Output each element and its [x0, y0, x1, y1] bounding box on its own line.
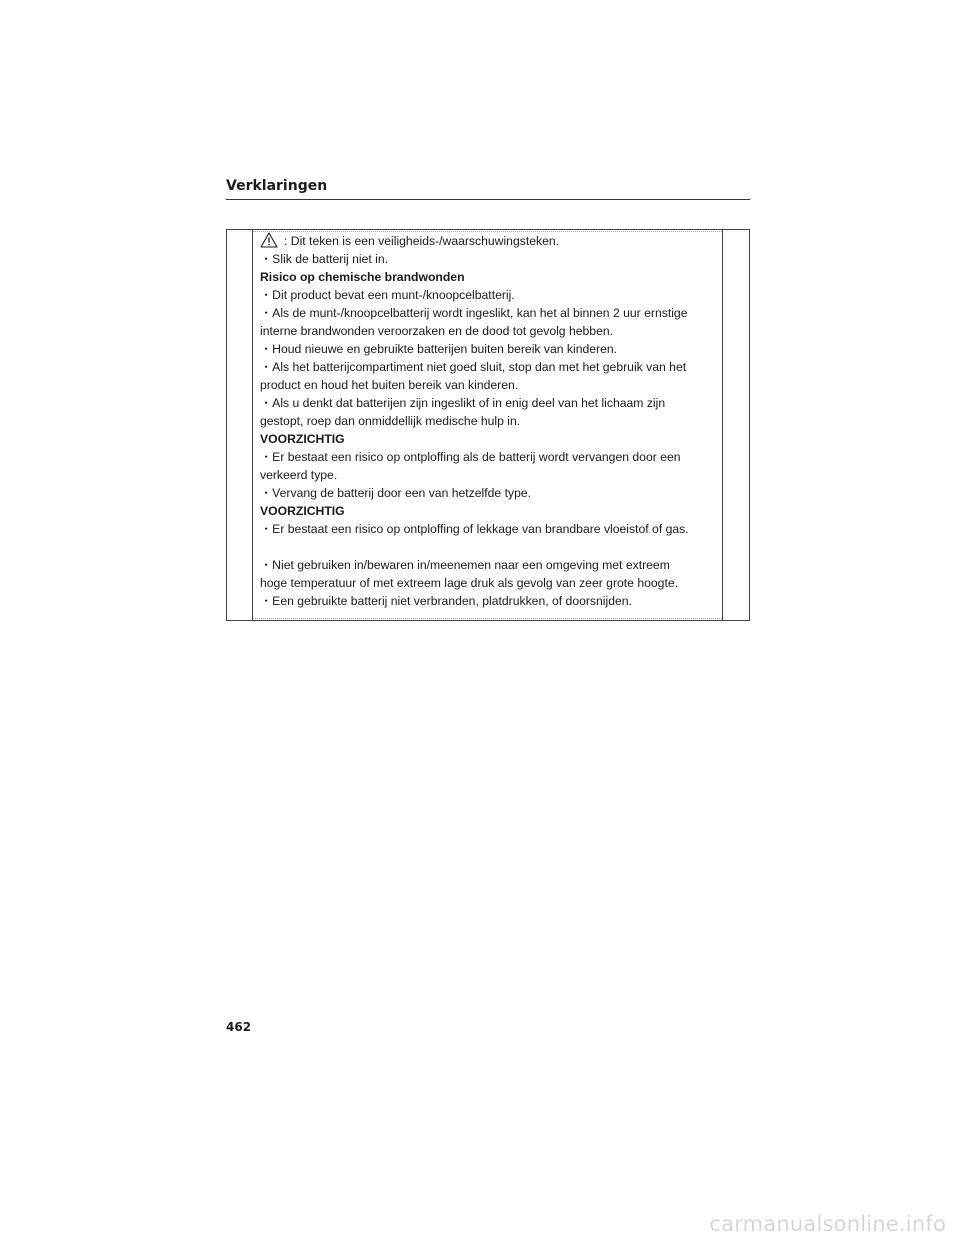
- notice-line: ・Er bestaat een risico op ontploffing als de batterij wordt vervangen door een: [260, 450, 681, 464]
- notice-line: ・Dit product bevat een munt-/knoopcelbatterij.: [260, 288, 515, 302]
- page-number: 462: [226, 1020, 252, 1034]
- symbol-explanation-text: : Dit teken is een veiligheids-/waarschuwingsteken.: [284, 234, 560, 248]
- notice-line: interne brandwonden veroorzaken en de dood tot gevolg hebben.: [260, 324, 614, 338]
- notice-line: ・Slik de batterij niet in.: [260, 252, 389, 266]
- notice-line: gestopt, roep dan onmiddellijk medische hulp in.: [260, 414, 521, 428]
- notice-line: hoge temperatuur of met extreem lage druk als gevolg van zeer grote hoogte.: [260, 576, 679, 590]
- watermark: carmanualsonline.info: [709, 1212, 946, 1236]
- notice-line: ・Als het batterijcompartiment niet goed sluit, stop dan met het gebruik van het: [260, 360, 687, 374]
- notice-line: ・Als de munt-/knoopcelbatterij wordt ingeslikt, kan het al binnen 2 uur ernstige: [260, 306, 688, 320]
- notice-heading: Risico op chemische brandwonden: [260, 270, 465, 284]
- notice-line: ・Niet gebruiken in/bewaren in/meenemen naar een omgeving met extreem: [260, 558, 670, 572]
- notice-line: ・Er bestaat een risico op ontploffing of lekkage van brandbare vloeistof of gas.: [260, 522, 689, 536]
- blank-line: [260, 538, 720, 556]
- notice-line: verkeerd type.: [260, 468, 338, 482]
- notice-heading: VOORZICHTIG: [260, 504, 345, 518]
- section-title: Verklaringen: [226, 178, 328, 194]
- notice-line: ・Als u denkt dat batterijen zijn ingeslikt of in enig deel van het lichaam zijn: [260, 396, 666, 410]
- notice-line: ・Een gebruikte batterij niet verbranden, platdrukken, of doorsnijden.: [260, 594, 632, 608]
- symbol-explanation: [260, 232, 720, 250]
- notice-heading: VOORZICHTIG: [260, 432, 345, 446]
- notice-line: product en houd het buiten bereik van kinderen.: [260, 378, 519, 392]
- notice-line: ・Houd nieuwe en gebruikte batterijen buiten bereik van kinderen.: [260, 342, 618, 356]
- notice-content: [260, 232, 720, 610]
- warning-triangle-icon: [260, 232, 278, 248]
- notice-line: ・Vervang de batterij door een van hetzelfde type.: [260, 486, 532, 500]
- table-left-column: [227, 230, 253, 620]
- title-divider: [226, 199, 750, 200]
- table-right-column: [722, 230, 749, 620]
